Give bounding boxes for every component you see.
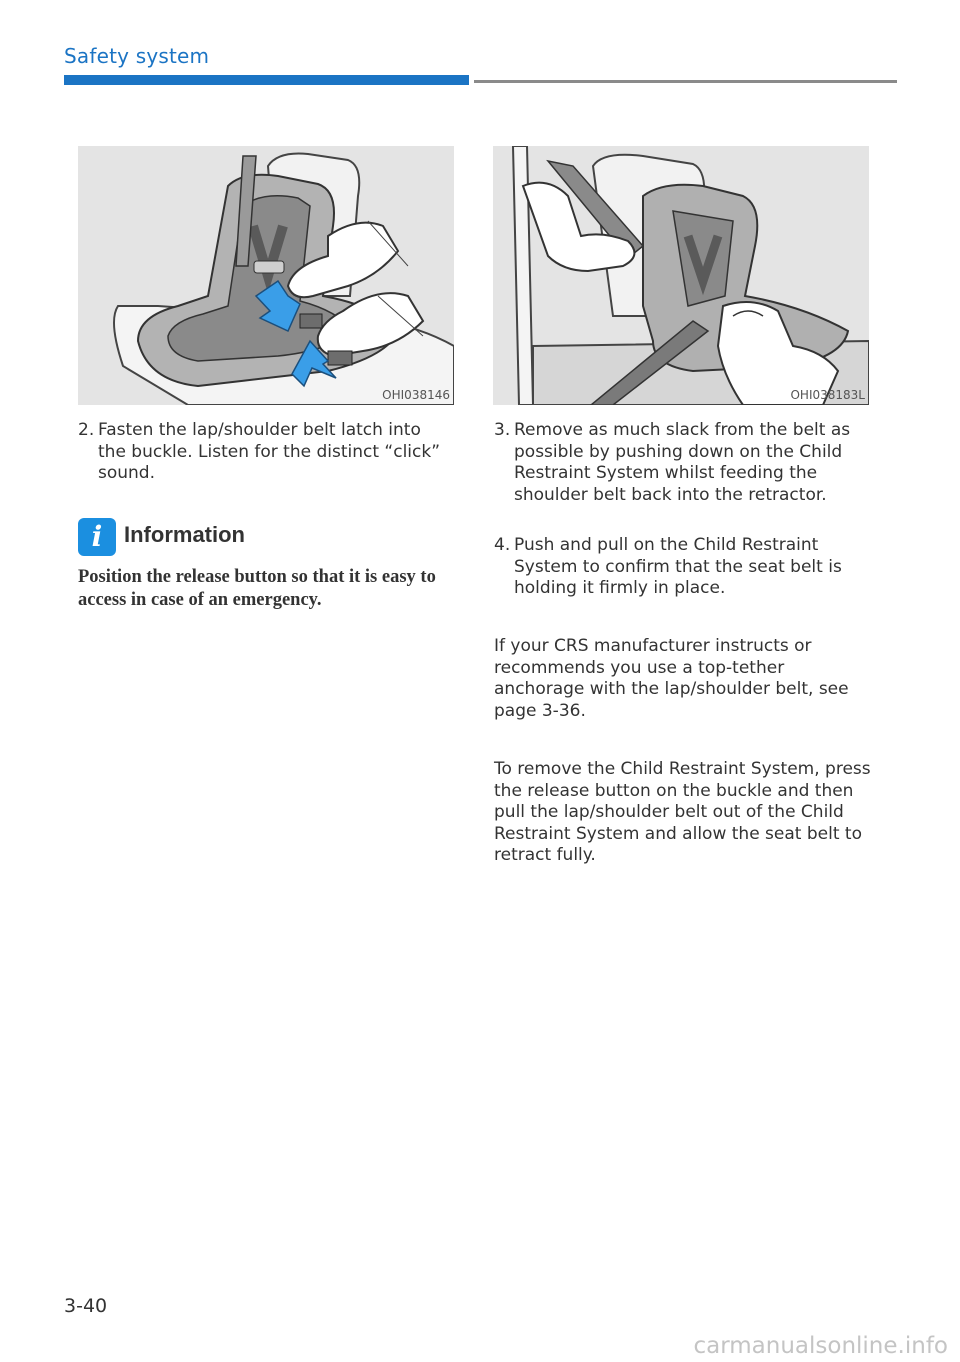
info-icon: i xyxy=(78,518,116,556)
step-4 xyxy=(494,535,874,600)
step-text: Fasten the lap/shoulder belt latch into the buckle. Listen for the distinct “click” sound. xyxy=(98,420,441,483)
step-3 xyxy=(494,420,874,506)
step-number: 4. xyxy=(494,535,511,555)
paragraph-remove-crs: To remove the Child Restraint System, press the release button on the buckle and then pull the lap/shoulder belt out of the Child Restraint System and allow the seat belt to retract fully. xyxy=(494,759,871,865)
step-text: Push and pull on the Child Restraint System to confirm that the seat belt is holding it firmly in place. xyxy=(514,535,842,598)
figure-fasten-buckle xyxy=(78,146,454,405)
child-seat-buckle-illustration xyxy=(78,146,454,405)
page-number: 3-40 xyxy=(64,1295,108,1317)
header-rule-gray xyxy=(474,80,897,83)
figure-code: OHI038183L xyxy=(790,388,865,402)
info-title: Information xyxy=(124,522,245,547)
section-title: Safety system xyxy=(64,44,210,68)
header-rule-blue xyxy=(64,75,469,85)
child-seat-slack-illustration xyxy=(493,146,869,405)
paragraph-top-tether: If your CRS manufacturer instructs or recommends you use a top-tether anchorage with the lap/shoulder belt, see page 3-36. xyxy=(494,636,849,721)
info-text: Position the release button so that it is easy to access in case of an emergency. xyxy=(78,567,436,610)
step-number: 3. xyxy=(494,420,511,440)
figure-code: OHI038146 xyxy=(382,388,450,402)
step-text: Remove as much slack from the belt as possible by pushing down on the Child Restraint System whilst feeding the shoulder belt back into the retractor. xyxy=(514,420,851,505)
figure-remove-slack xyxy=(493,146,869,405)
step-number: 2. xyxy=(78,420,95,440)
step-2 xyxy=(78,420,450,485)
watermark: carmanualsonline.info xyxy=(693,1333,948,1359)
